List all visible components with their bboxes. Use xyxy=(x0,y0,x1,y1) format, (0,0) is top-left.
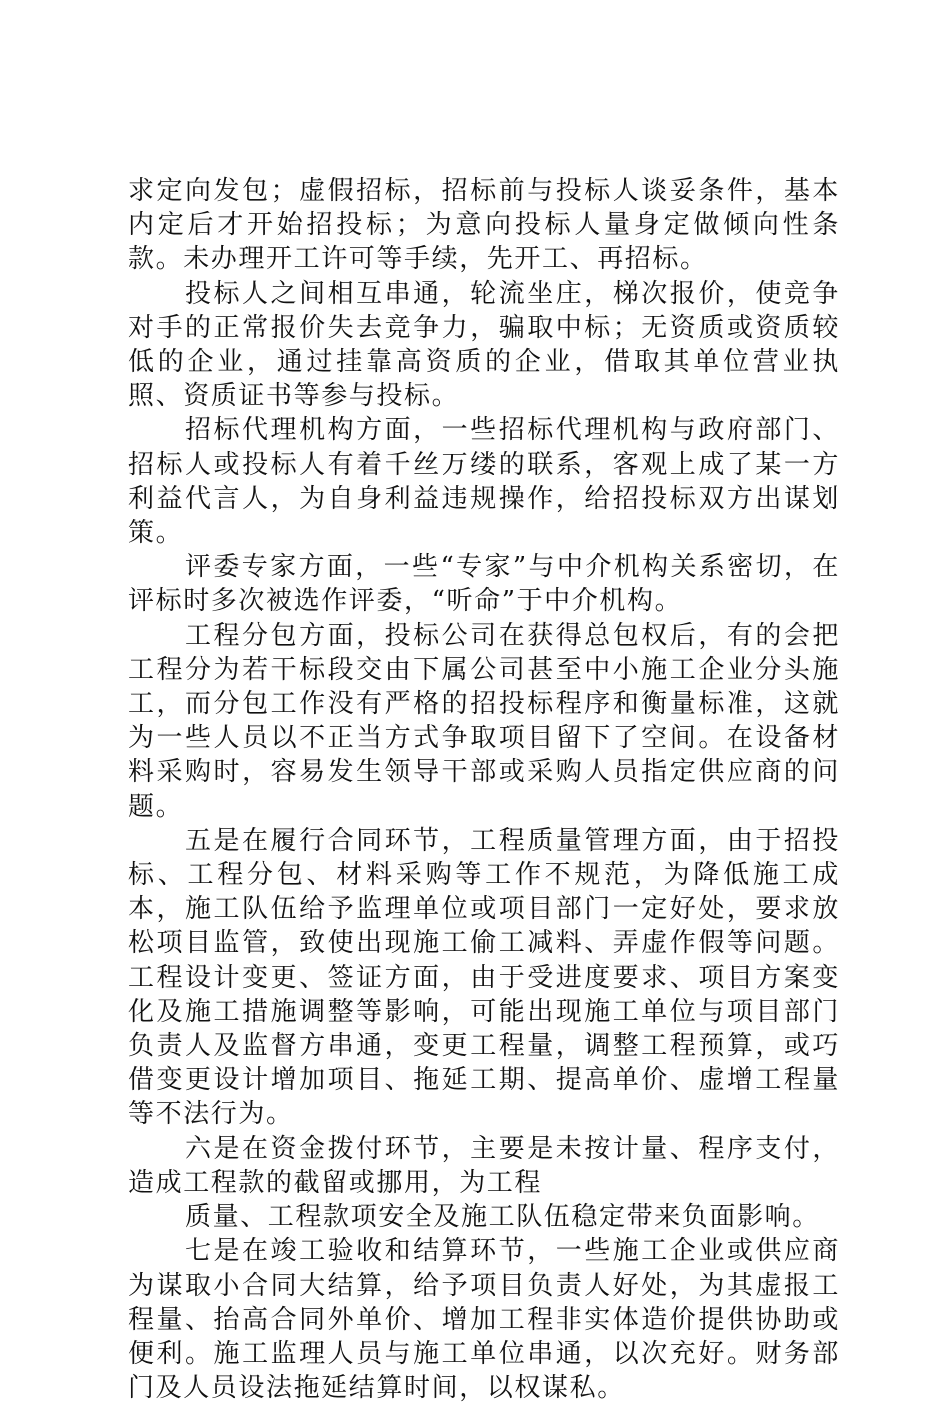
paragraph-bidder-collusion: 投标人之间相互串通，轮流坐庄，梯次报价，使竞争对手的正常报价失去竞争力，骗取中标；无资质或资质较低的企业，通过挂靠高资质的企业，借取其单位营业执照、资质证书等参与投标。 xyxy=(128,278,840,412)
paragraph-fund-allocation: 六是在资金拨付环节，主要是未按计量、程序支付，造成工程款的截留或挪用，为工程 xyxy=(128,1133,840,1198)
paragraph-subcontracting: 工程分包方面，投标公司在获得总包权后，有的会把工程分为若干标段交由下属公司甚至中小施工企业分头施工，而分包工作没有严格的招投标程序和衡量标准，这就为一些人员以不正当方式争取项目留下了空间。在设备材料采购时，容易发生领导干部或采购人员指定供应商的问题。 xyxy=(128,620,840,822)
paragraph-contract-bidding-continued: 求定向发包；虚假招标，招标前与投标人谈妥条件，基本内定后才开始招投标；为意向投标人量身定做倾向性条款。未办理开工许可等手续，先开工、再招标。 xyxy=(128,176,840,275)
paragraph-fund-allocation-continued: 质量、工程款项安全及施工队伍稳定带来负面影响。 xyxy=(185,1202,820,1233)
paragraph-bidding-agency: 招标代理机构方面，一些招标代理机构与政府部门、招标人或投标人有着千丝万缕的联系，客观上成了某一方利益代言人，为自身利益违规操作，给招投标双方出谋划策。 xyxy=(128,415,840,549)
paragraph-contract-performance: 五是在履行合同环节，工程质量管理方面，由于招投标、工程分包、材料采购等工作不规范，为降低施工成本，施工队伍给予监理单位或项目部门一定好处，要求放松项目监管，致使出现施工偷工减料、弄虚作假等问题。工程设计变更、签证方面，由于受进度要求、项目方案变化及施工措施调整等影响，可能出现施工单位与项目部门负责人及监督方串通，变更工程量，调整工程预算，或巧借变更设计增加项目、拖延工期、提高单价、虚增工程量等不法行为。 xyxy=(128,825,840,1130)
document-body xyxy=(128,174,840,1405)
paragraph-review-experts: 评委专家方面，一些“专家”与中介机构关系密切，在评标时多次被选作评委，“听命”于中介机构。 xyxy=(128,552,840,617)
paragraph-completion-settlement: 七是在竣工验收和结算环节，一些施工企业或供应商为谋取小合同大结算，给予项目负责人好处，为其虚报工程量、抬高合同外单价、增加工程非实体造价提供协助或便利。施工监理人员与施工单位串通，以次充好。财务部门及人员设法拖延结算时间，以权谋私。 xyxy=(128,1236,840,1404)
